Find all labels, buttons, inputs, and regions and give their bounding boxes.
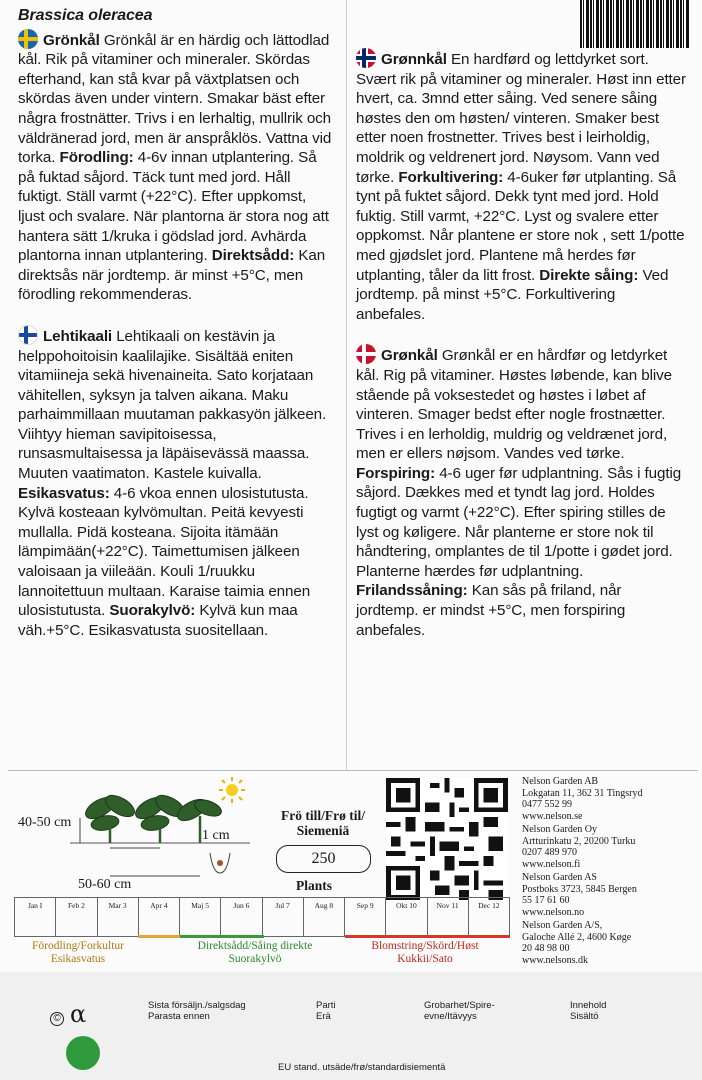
legend-text: Direktsådd/Såing direkte (197, 940, 313, 952)
month-cell: Maj 5 (180, 898, 221, 936)
month-cell: Jul 7 (263, 898, 304, 936)
address-fi (522, 824, 692, 870)
seed-count-value: 250 (276, 845, 371, 873)
direct-sowing-bar (180, 935, 264, 938)
text-da-2: Kan sås på friland, når jordtemp. er mindst +5°C, men forspiring anbefales. (356, 582, 626, 639)
seed-count-label: Frö till/Frø til/ Siemeniä (281, 808, 365, 838)
address-se (522, 776, 692, 822)
indoor-sowing-label (14, 940, 142, 966)
indoor-sowing-bar (138, 935, 180, 938)
text-no-2: Ved jordtemp. på minst +5°C. Forkultivering anbefales. (356, 266, 669, 323)
text-fi-2: Kylvä kun maa väh.+5°C. Esikasvatusta suositellaan. (18, 602, 298, 639)
address-line: 0207 489 970 (522, 847, 577, 858)
norwegian-flag-icon (356, 48, 376, 68)
heading-fi-1: Esikasvatus: (18, 484, 110, 502)
website-link[interactable]: www.nelson.no (522, 906, 585, 918)
footer-text: Grobarhet/Spire- (424, 1000, 495, 1011)
heading-da-1: Forspiring: (356, 464, 436, 482)
section-title-fi: Lehtikaali (43, 327, 113, 345)
heading-sv-1: Förodling: (59, 149, 134, 167)
website-link[interactable]: www.nelson.fi (522, 858, 581, 870)
danish-flag-icon (356, 344, 376, 364)
address-dk (522, 920, 692, 966)
address-no (522, 872, 692, 918)
footer-text: Parasta ennen (148, 1011, 210, 1022)
column-divider (346, 0, 347, 770)
eu-standard-label: EU stand. utsäde/frø/standardisiementä (278, 1062, 446, 1073)
legend-text: Esikasvatus (50, 953, 106, 965)
month-cell: Mar 3 (98, 898, 139, 936)
month-cell: Jan I (15, 898, 56, 936)
month-cell: Apr 4 (139, 898, 180, 936)
footer-text: Erä (316, 1011, 331, 1022)
alpha-logo-icon: α (70, 1000, 87, 1028)
section-intro-no: En hardførd og lettdyrket sort. Svært rik på vitaminer og mineraler. Høst inn etter hvert, ca. 3mnd etter såing. Ved senere såing høstes den om høsten/ vinteren. Smaker best etter noen frostnetter. Trives best i leirholdig, moldrik og veldrenert jord. Nøysom. Vann ved tørke. (356, 51, 686, 186)
left-column (18, 6, 336, 660)
footer-text: Parti (316, 1000, 336, 1011)
legend-text: Kukkii/Sato (397, 953, 453, 965)
text-no-1: 4-6uker før utplanting. Så tynt på fuktet såjord. Dekk tynt med jord. Hold fuktig. Still varmt, +22°C. Lyst og svalere etter oppkomst. Når plantene er store nok , sett 1/potte med gjødslet jord. Plantene må herdes før utplanting, tåler da litt frost. (356, 168, 685, 284)
section-norwegian (356, 48, 686, 324)
section-intro-sv: Grönkål är en härdig och lättodlad kål. Rik på vitaminer och mineraler. Skördas efterhand, kan stå kvar på växtplatsen och skördas även under vintern. Smakar bäst efter några frostnätter. Trivs i en lerhaltig, mullrik och väldränerad jord, men är anspråklös. Vattna vid torka. (18, 31, 332, 167)
address-line: Nelson Garden AS (522, 872, 597, 883)
month-cell: Feb 2 (56, 898, 97, 936)
harvest-bar (345, 935, 510, 938)
website-link[interactable]: www.nelson.se (522, 810, 583, 822)
address-line: Postboks 3723, 5845 Bergen (522, 883, 637, 895)
harvest-label (340, 940, 510, 966)
direct-sowing-label (170, 940, 340, 966)
right-column (356, 48, 686, 660)
heading-no-1: Forkultivering: (398, 168, 504, 186)
address-line: Lokgatan 11, 362 31 Tingsryd (522, 787, 643, 799)
legend-text: Blomstring/Skörd/Høst (371, 940, 479, 952)
species-name: Brassica oleracea (18, 7, 153, 24)
heading-no-2: Direkte såing: (539, 266, 639, 284)
company-addresses (522, 776, 692, 968)
heading-sv-2: Direktsådd: (211, 247, 295, 265)
text-da-1: 4-6 uger før udplantning. Sås i fugtig såjord. Dækkes med et tyndt lag jord. Holdes fugtigt og varmt (+22°C). Efter spiring stilles de lyst og køligere. Når planterne er store nok til håndtering, omplantes de til 1/potte i gødet jord. Planterne hærdes før udplantning. (356, 464, 682, 580)
swedish-flag-icon (18, 29, 38, 49)
footer-contents (570, 1000, 606, 1022)
website-link[interactable]: www.nelsons.dk (522, 954, 589, 966)
footer-text: evne/Itävyys (424, 1011, 477, 1022)
text-fi-1: 4-6 vkoa ennen ulosistutusta. Kylvä kosteaan kylvömultan. Peitä kevyesti mullalla. Pidä kosteana. Sijoita itämään lämpimään(+22°C). Taimettumisen jälkeen valoisaan ja viileään. Kouli 1/ruukku lannoitettuun multaan. Karaise taimia ennen ulosistutusta. (18, 484, 311, 620)
section-intro-da: Grønkål er en hårdfør og letdyrket kål. Rig på vitaminer. Høstes løbende, kan blive stående på voksestedet og høstes i løbet af vinteren. Smager bedst efter nogle frostnætter. Trives i en lerholdig, muldrig og veldrænet jord, men er ellers nøjsom. Vandes ved tørke. (356, 347, 672, 463)
month-cell: Dec 12 (478, 901, 500, 910)
section-swedish (18, 29, 336, 305)
qr-code (386, 778, 508, 900)
footer-lastsale (148, 1000, 246, 1022)
full-sun-icon (218, 776, 246, 804)
recycle-icon (66, 1036, 100, 1070)
section-danish (356, 344, 686, 640)
footer-text: Innehold (570, 1000, 607, 1011)
address-line: Galoche Allé 2, 4600 Køge (522, 931, 632, 943)
text-sv-1: 4-6v innan utplantering. Så på fuktad såjord. Täck tunt med jord. Håll fuktigt. Ställ varmt (+22°C). Efter uppkomst, ljust och svalare. När plantorna är stora nog att hantera sätt 1/kruka i gödslad jord. Avhärda plantorna innan utplantering. (18, 149, 329, 265)
address-line: Artturinkatu 2, 20200 Turku (522, 835, 636, 847)
month-cell: Okt 10 (386, 898, 427, 936)
address-line: Nelson Garden A/S, (522, 920, 603, 931)
heading-da-2: Frilandssåning: (356, 582, 468, 600)
address-line: Nelson Garden AB (522, 776, 599, 787)
barcode (580, 0, 690, 48)
month-cell: Jun 6 (221, 898, 262, 936)
month-cell: Nov 11 (428, 898, 469, 936)
footer-text: Sisältö (570, 1011, 599, 1022)
sowing-calendar (14, 897, 510, 937)
seed-count-unit: Plants (296, 878, 333, 893)
footer-text: Sista försäljn./salgsdag (148, 1000, 246, 1011)
month-cell: Aug 8 (304, 898, 345, 936)
address-line: Nelson Garden Oy (522, 824, 597, 835)
heading-fi-2: Suorakylvö: (109, 602, 196, 620)
section-title-sv: Grönkål (43, 31, 100, 49)
copyright-icon: © (50, 1012, 64, 1026)
row-spacing-label: 40-50 cm (18, 815, 72, 830)
legend-text: Suorakylvö (228, 953, 282, 965)
address-line: 0477 552 99 (522, 799, 572, 810)
section-intro-fi: Lehtikaali on kestävin ja helppohoitoisin kaalilajike. Sisältää eniten vitamiineja sekä hivenaineita. Sato korjataan vähitellen, syksyn ja talven aikana. Maku parhaimmillaan muutaman pakkasyön jälkeen. Viihtyy hieman savipitoisessa, runsasmultaisessa ja läpäisevässä maassa. Muuten vaatimaton. Kastele kuivalla. (18, 327, 327, 483)
footer-batch (316, 1000, 336, 1022)
legend-text: Förodling/Forkultur (31, 940, 124, 952)
address-line: 55 17 61 60 (522, 895, 570, 906)
sowing-depth-label: 1 cm (202, 828, 230, 843)
section-title-da: Grønkål (381, 347, 438, 365)
address-line: 20 48 98 00 (522, 943, 570, 954)
footer-germination (424, 1000, 495, 1022)
month-cell: Sep 9 (345, 898, 386, 936)
section-title-no: Grønnkål (381, 51, 447, 68)
section-finnish (18, 325, 336, 641)
text-sv-2: Kan direktsås när jordtemp. är minst +5°C, men förodling rekommenderas. (18, 247, 326, 304)
plant-spacing-label: 50-60 cm (78, 877, 132, 892)
finnish-flag-icon (18, 325, 38, 345)
